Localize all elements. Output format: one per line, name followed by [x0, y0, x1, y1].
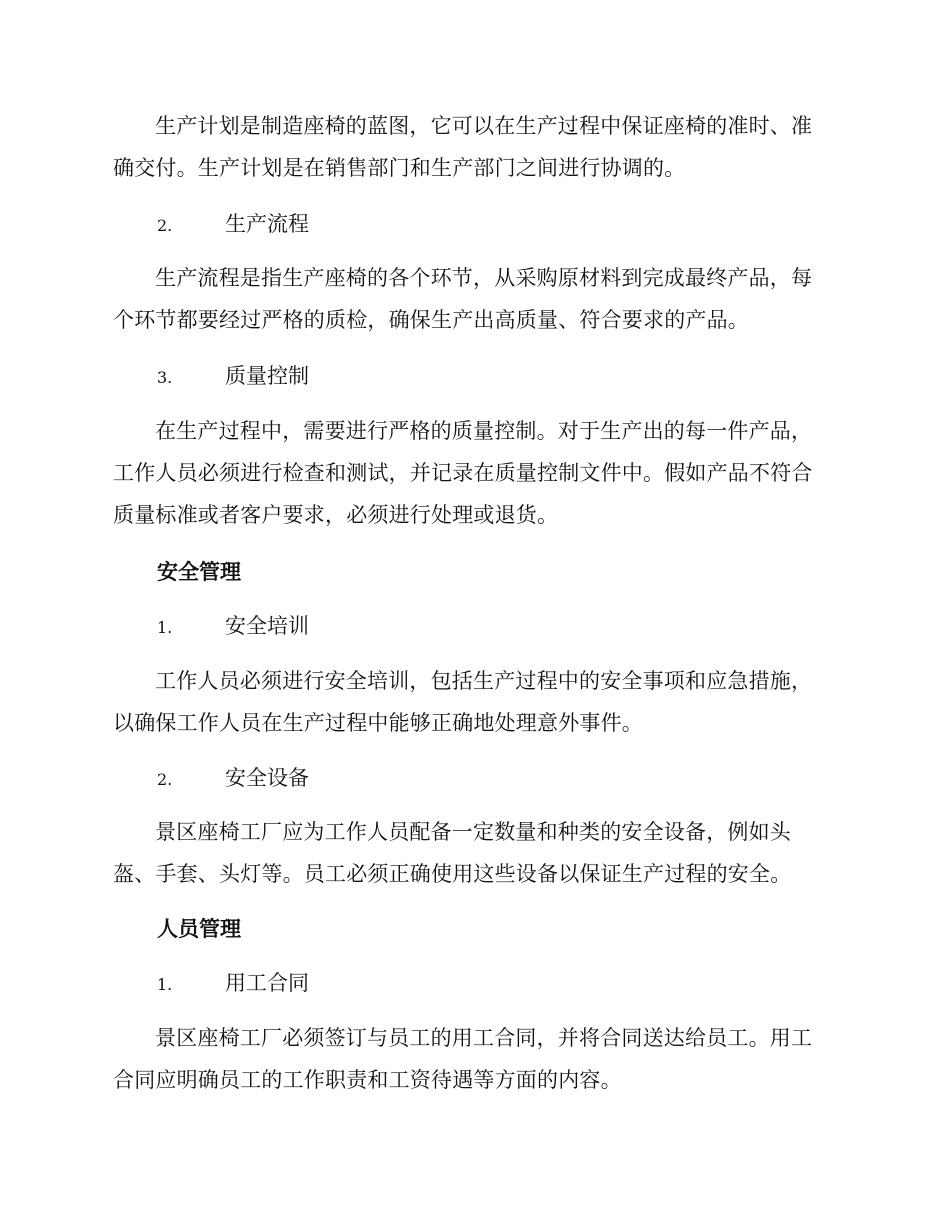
section-heading-safety: 安全管理 [157, 559, 241, 584]
list-item-quality-control [157, 361, 309, 393]
list-item-production-flow [157, 209, 309, 241]
paragraph-safety-training: 工作人员必须进行安全培训，包括生产过程中的安全事项和应急措施，以确保工作人员在生产过程中能够正确地处理意外事件。 [113, 669, 813, 735]
paragraph-labor-contract: 景区座椅工厂必须签订与员工的用工合同，并将合同送达给员工。用工合同应明确员工的工作职责和工资待遇等方面的内容。 [113, 1026, 813, 1092]
list-item-safety-training [157, 611, 309, 643]
paragraph-production-plan: 生产计划是制造座椅的蓝图，它可以在生产过程中保证座椅的准时、准确交付。生产计划是在销售部门和生产部门之间进行协调的。 [113, 114, 813, 180]
section-heading-personnel: 人员管理 [157, 916, 241, 941]
list-number: 1. [157, 975, 173, 994]
list-label: 安全培训 [225, 614, 309, 638]
list-item-safety-equipment [157, 763, 309, 795]
paragraph-quality-control: 在生产过程中，需要进行严格的质量控制。对于生产出的每一件产品，工作人员必须进行检查和测试，并记录在质量控制文件中。假如产品不符合质量标准或者客户要求，必须进行处理或退货。 [113, 419, 813, 527]
paragraph-safety-equipment: 景区座椅工厂应为工作人员配备一定数量和种类的安全设备，例如头盔、手套、头灯等。员工必须正确使用这些设备以保证生产过程的安全。 [113, 820, 792, 886]
list-label: 质量控制 [225, 364, 309, 388]
list-item-labor-contract [157, 968, 309, 1000]
list-number: 3. [157, 368, 173, 387]
paragraph-production-flow: 生产流程是指生产座椅的各个环节，从采购原材料到完成最终产品，每个环节都要经过严格的质检，确保生产出高质量、符合要求的产品。 [113, 266, 813, 332]
list-label: 用工合同 [225, 971, 309, 995]
list-label: 安全设备 [225, 766, 309, 790]
list-number: 2. [157, 770, 173, 789]
list-label: 生产流程 [225, 212, 309, 236]
list-number: 1. [157, 618, 173, 637]
list-number: 2. [157, 216, 173, 235]
